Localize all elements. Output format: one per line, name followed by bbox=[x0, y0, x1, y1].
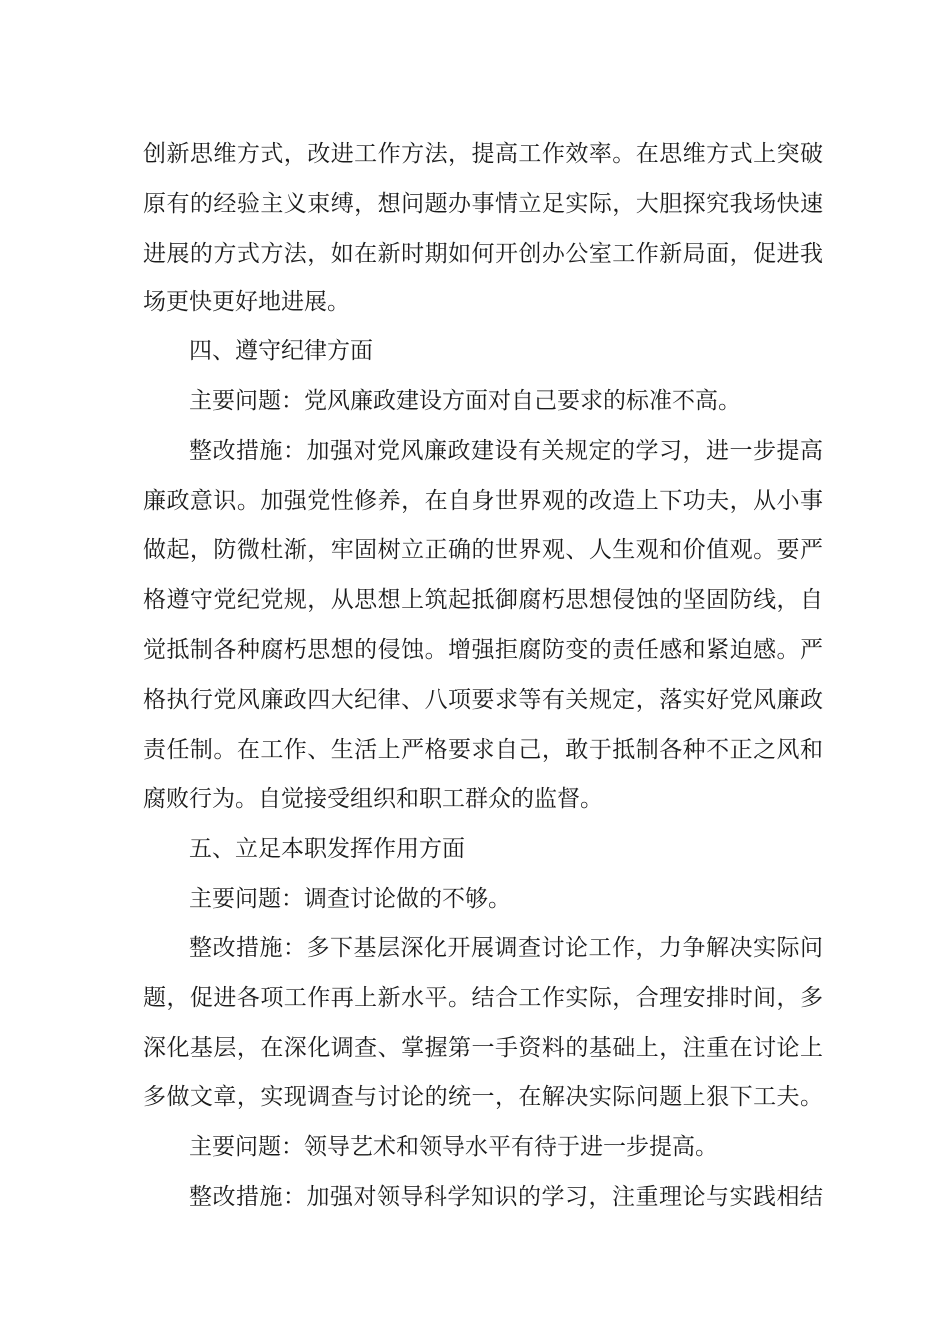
paragraph-line: 场更快更好地进展。 bbox=[143, 289, 350, 315]
paragraph-line: 廉政意识。加强党性修养，在自身世界观的改造上下功夫，从小事 bbox=[143, 488, 823, 514]
problem-statement: 主要问题：领导艺术和领导水平有待于进一步提高。 bbox=[189, 1134, 718, 1160]
paragraph-line: 题，促进各项工作再上新水平。结合工作实际，合理安排时间，多 bbox=[143, 985, 823, 1011]
section-heading: 五、立足本职发挥作用方面 bbox=[189, 836, 465, 862]
measure-line: 整改措施：加强对党风廉政建设有关规定的学习，进一步提高 bbox=[189, 438, 823, 464]
paragraph-line: 格执行党风廉政四大纪律、八项要求等有关规定，落实好党风廉政 bbox=[143, 687, 823, 713]
measure-line: 整改措施：多下基层深化开展调查讨论工作，力争解决实际问 bbox=[189, 935, 823, 961]
paragraph-line: 原有的经验主义束缚，想问题办事情立足实际，大胆探究我场快速 bbox=[143, 191, 823, 217]
paragraph-line: 深化基层，在深化调查、掌握第一手资料的基础上，注重在讨论上 bbox=[143, 1035, 823, 1061]
problem-statement: 主要问题：党风廉政建设方面对自己要求的标准不高。 bbox=[189, 388, 741, 414]
paragraph-line: 进展的方式方法，如在新时期如何开创办公室工作新局面，促进我 bbox=[143, 241, 823, 267]
paragraph-line: 创新思维方式，改进工作方法，提高工作效率。在思维方式上突破 bbox=[143, 141, 823, 167]
paragraph-line: 腐败行为。自觉接受组织和职工群众的监督。 bbox=[143, 786, 603, 812]
problem-statement: 主要问题：调查讨论做的不够。 bbox=[189, 886, 511, 912]
paragraph-line: 做起，防微杜渐，牢固树立正确的世界观、人生观和价值观。要严 bbox=[143, 537, 823, 563]
paragraph-line: 格遵守党纪党规，从思想上筑起抵御腐朽思想侵蚀的坚固防线，自 bbox=[143, 587, 823, 613]
measure-line: 整改措施：加强对领导科学知识的学习，注重理论与实践相结 bbox=[189, 1184, 823, 1210]
paragraph-line: 责任制。在工作、生活上严格要求自己，敢于抵制各种不正之风和 bbox=[143, 737, 823, 763]
paragraph-line: 觉抵制各种腐朽思想的侵蚀。增强拒腐防变的责任感和紧迫感。严 bbox=[143, 637, 823, 663]
section-heading: 四、遵守纪律方面 bbox=[189, 338, 373, 364]
paragraph-line: 多做文章，实现调查与讨论的统一，在解决实际问题上狠下工夫。 bbox=[143, 1084, 823, 1110]
